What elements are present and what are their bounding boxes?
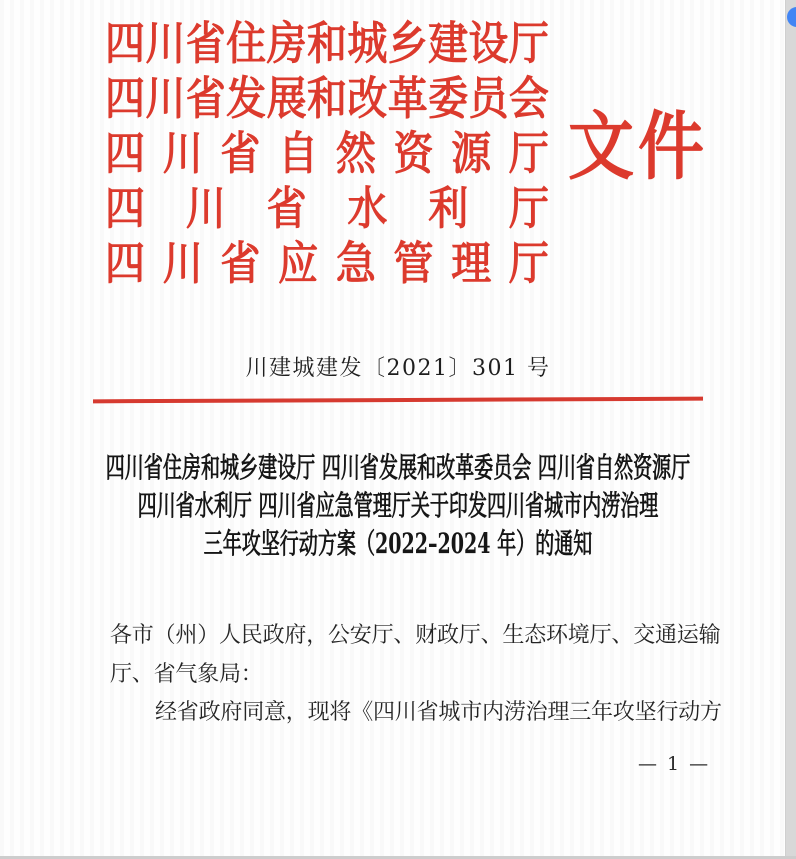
page-number: — 1 — [638, 753, 711, 775]
letterhead-doc-type: 文件 [568, 102, 708, 190]
agency-line-housing: 四 川 省 住 房 和 城 乡 建 设 厅 [105, 16, 549, 70]
document-title [106, 449, 691, 563]
document-reference-number: 川建城建发〔2021〕301 号 [245, 356, 551, 381]
salutation-line: 厅、省气象局： [110, 661, 263, 687]
agency-line-emergency-management: 四 川 省 应 急 管 理 厅 [105, 236, 549, 290]
document-title-line: 三年攻坚行动方案（2022–2024 年）的通知 [203, 527, 593, 560]
paragraph-line: 经省政府同意，现将《四川省城市内涝治理三年攻坚行动方 [155, 700, 722, 725]
agency-line-water-resources: 四 川 省 水 利 厅 [105, 181, 549, 235]
scan-edge-right [785, 0, 796, 859]
letterhead-agencies [105, 16, 549, 291]
agency-line-development-reform: 四 川 省 发 展 和 改 革 委 员 会 [105, 71, 549, 125]
document-title-line: 四川省住房和城乡建设厅 四川省发展和改革委员会 四川省自然资源厅 [105, 451, 691, 484]
document-title-line: 四川省水利厅 四川省应急管理厅关于印发四川省城市内涝治理 [137, 489, 659, 522]
salutation-line: 各市（州）人民政府，公安厅、财政厅、生态环境厅、交通运输 [110, 623, 721, 648]
document-body [110, 617, 722, 733]
red-divider-line [93, 397, 703, 404]
agency-line-natural-resources: 四 川 省 自 然 资 源 厅 [105, 126, 549, 180]
